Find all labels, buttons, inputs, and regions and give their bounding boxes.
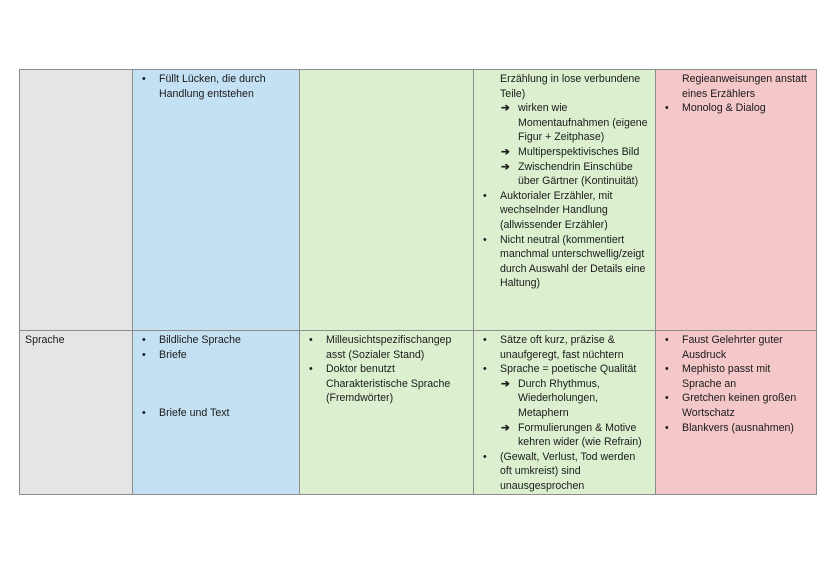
blank-space (138, 362, 293, 406)
table-cell (474, 331, 656, 495)
list-item: • Bildliche Sprache (138, 333, 293, 348)
arrow-item: ➔ Durch Rhythmus, Wiederholungen, Metaphern (501, 377, 600, 419)
table-cell (133, 70, 300, 331)
list-item: • Füllt Lücken, die durch Handlung entstehen (138, 72, 293, 101)
list-item: • Gretchen keinen großen Wortschatz (661, 391, 810, 420)
table-cell (300, 70, 474, 331)
list-item: • Sprache = poetische Qualität (479, 362, 649, 377)
table-row (20, 70, 817, 331)
arrow-right-icon: ➔ (501, 160, 510, 173)
list-item: • Sätze oft kurz, präzise & unaufgeregt, fast nüchtern (479, 333, 649, 362)
row-label: Sprache (25, 334, 65, 346)
list-item: • Doktor benutzt Charakteristische Sprache (Fremdwörter) (305, 362, 467, 406)
row-header-cell (20, 331, 133, 495)
list-item: • (Gewalt, Verlust, Tod werden oft umkreist) sind unausgesprochen (479, 450, 649, 494)
arrow-item: ➔ Multiperspektivisches Bild (501, 145, 640, 158)
list-item: • Nicht neutral (kommentiert manchmal unterschwellig/zeigt durch Auswahl der Details eine Haltung) (479, 233, 649, 291)
table-cell (300, 331, 474, 495)
arrow-right-icon: ➔ (501, 145, 510, 158)
table-cell (656, 331, 817, 495)
arrow-right-icon: ➔ (501, 102, 510, 115)
list-item: • Briefe und Text (138, 406, 293, 421)
list-item: • Monolog & Dialog (661, 101, 810, 116)
table-cell (474, 70, 656, 331)
notes-table (19, 69, 817, 495)
list-item-continuation: Erzählung in lose verbundene Teile) (500, 73, 641, 100)
list-item: • Milleusichtspezifischangep asst (Sozialer Stand) (305, 333, 467, 362)
row-header-cell (20, 70, 133, 331)
list-item: • Auktorialer Erzähler, mit wechselnder Handlung (allwissender Erzähler) (479, 189, 649, 233)
list-item: • Blankvers (ausnahmen) (661, 421, 810, 436)
list-item-continuation: Regieanweisungen anstatt eines Erzählers (682, 73, 807, 100)
table-cell (656, 70, 817, 331)
list-item: • Briefe (138, 348, 293, 363)
list-item: • Mephisto passt mit Sprache an (661, 362, 810, 391)
arrow-item: ➔ Zwischendrin Einschübe über Gärtner (Kontinuität) (501, 160, 639, 188)
arrow-right-icon: ➔ (501, 377, 510, 390)
arrow-item: ➔ wirken wie Momentaufnahmen (eigene Figur + Zeitphase) (501, 102, 648, 144)
table-cell (133, 331, 300, 495)
arrow-right-icon: ➔ (501, 421, 510, 434)
arrow-item: ➔ Formulierungen & Motive kehren wider (wie Refrain) (501, 421, 642, 449)
list-item: • Faust Gelehrter guter Ausdruck (661, 333, 810, 362)
table-row (20, 331, 817, 495)
